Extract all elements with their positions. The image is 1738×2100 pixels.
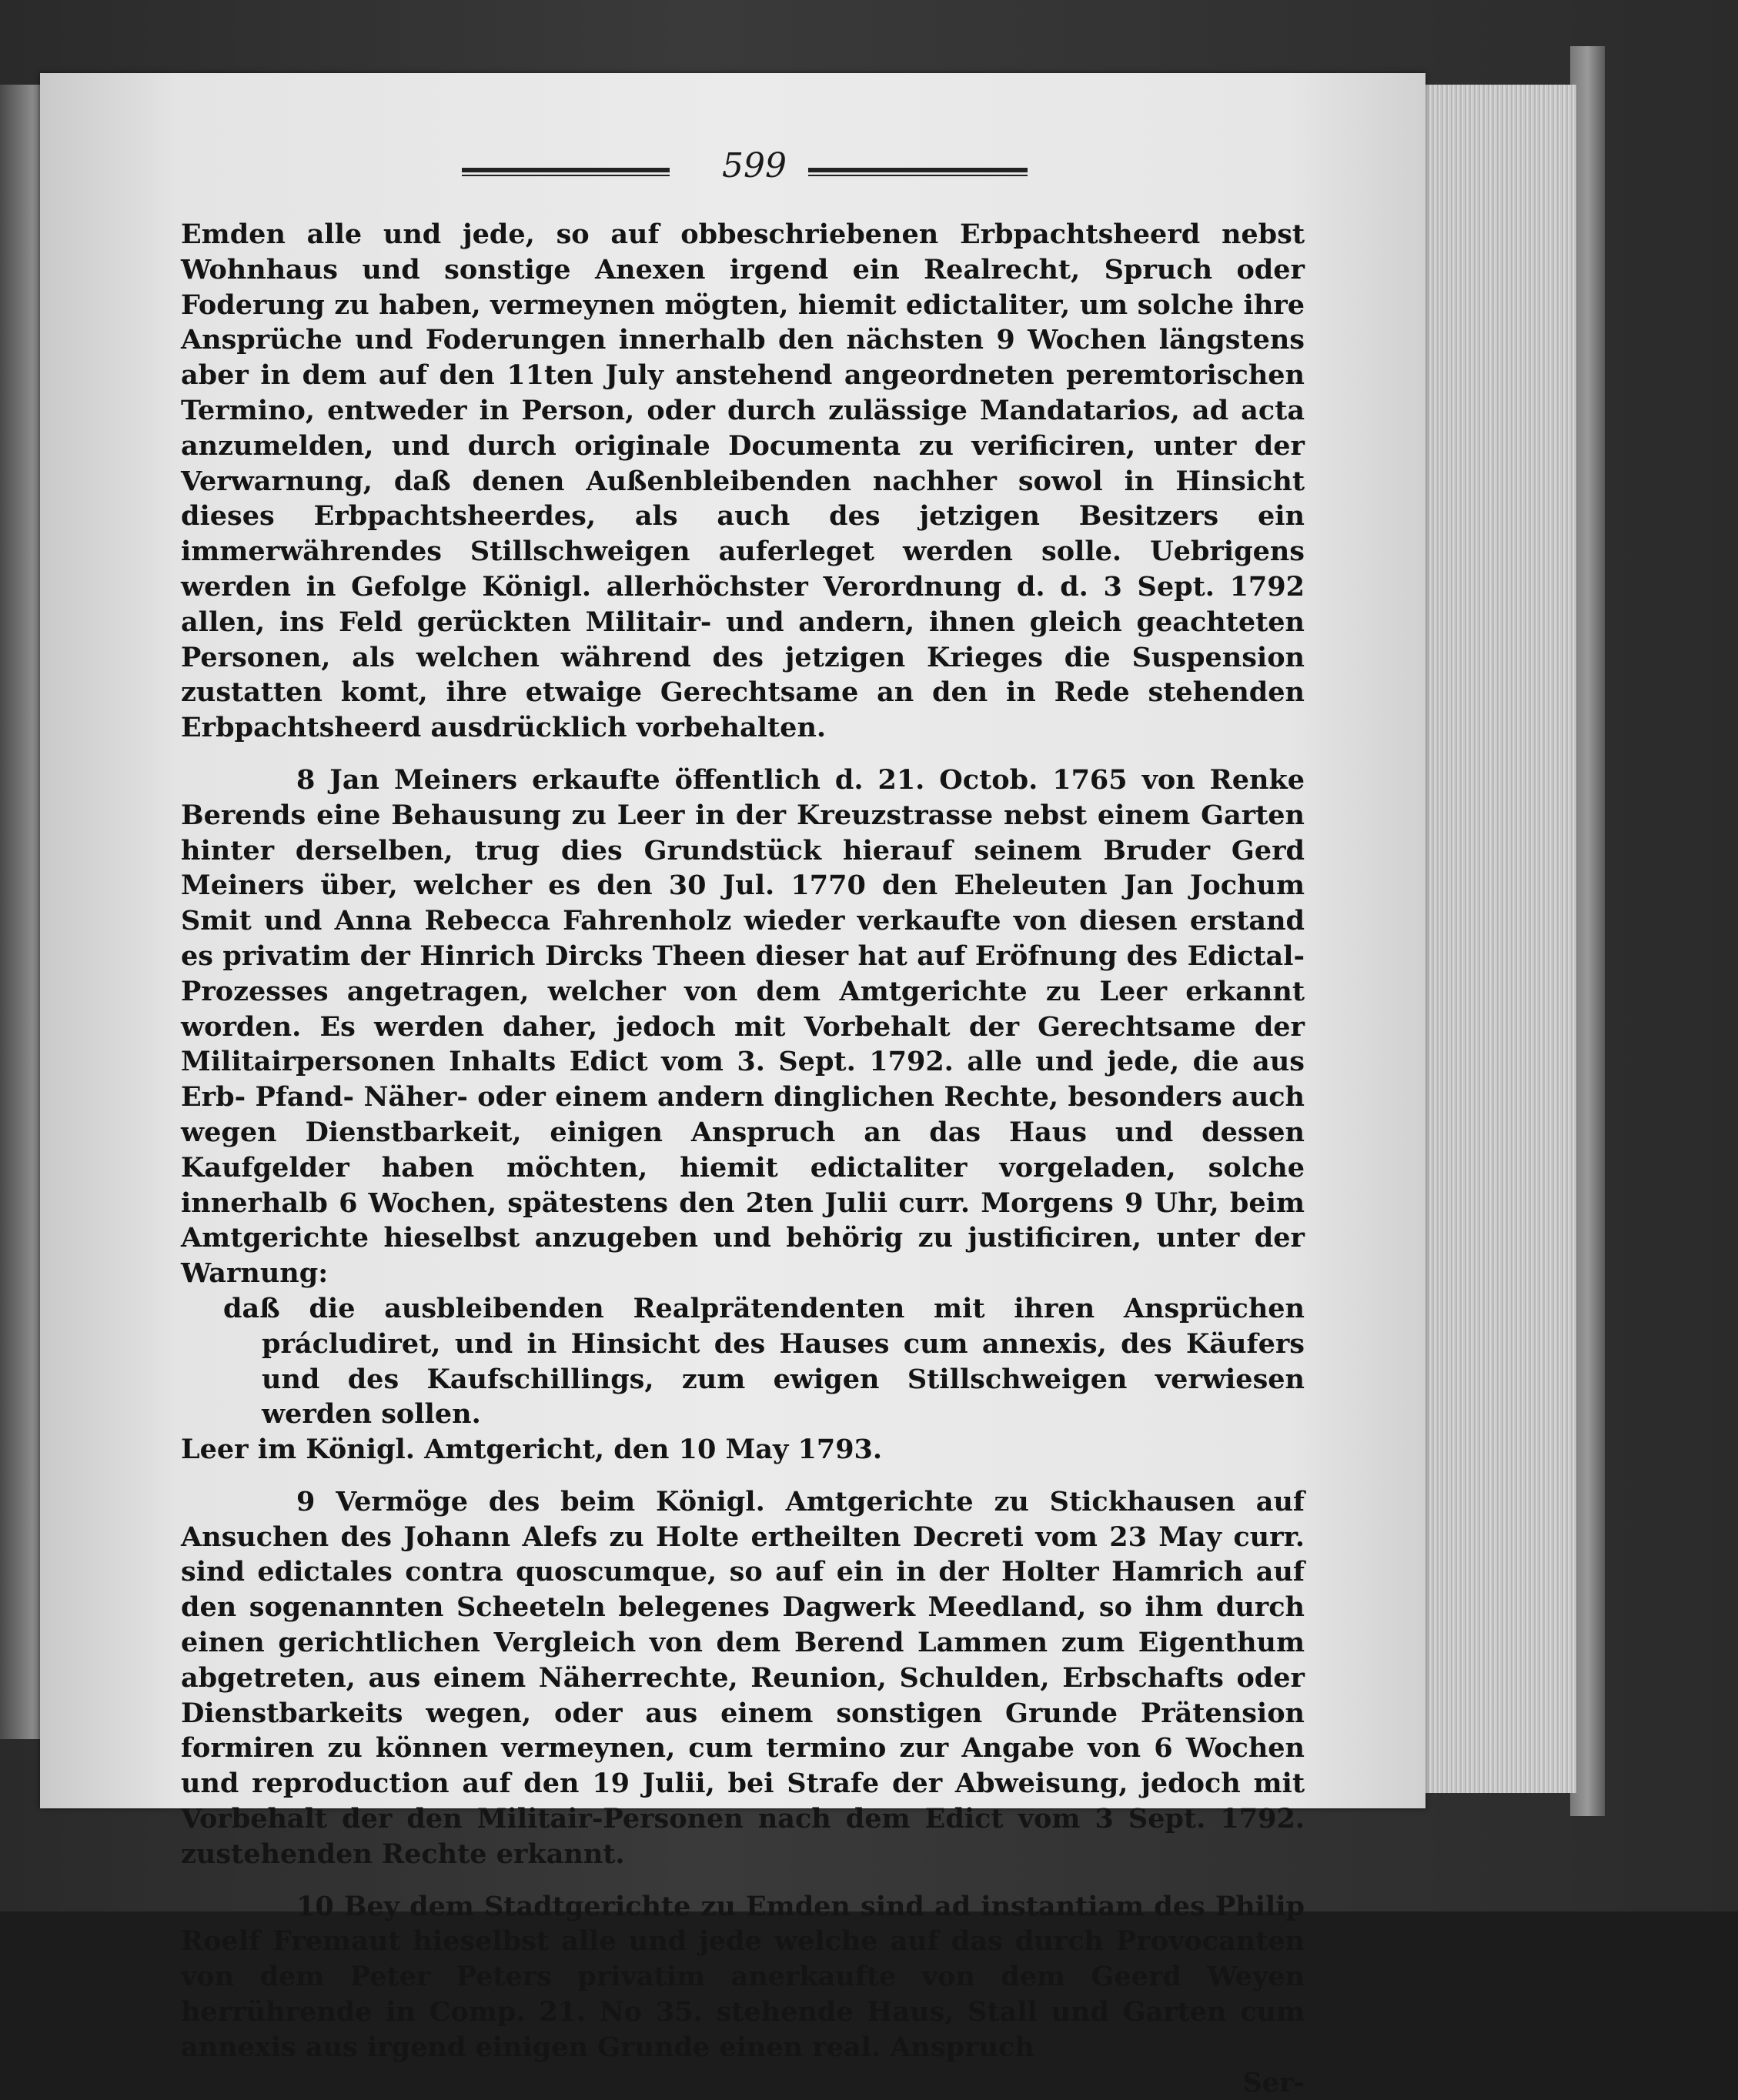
paragraph-8: 8 Jan Meiners erkaufte öffentlich d. 21. Octob. 1765 von Renke Berends eine Behausung zu Leer in der Kreuzstrasse nebst einem Garten hinter derselben, trug dies Grundstück hierauf seinem Bruder Gerd Meiners über, welcher es den 30 Jul. 1770 den Eheleuten Jan Jochum Smit und Anna Rebecca Fahrenholz wieder verkaufte von diesen erstand es privatim der Hinrich Dircks Theen dieser hat auf Eröfnung des Edictal-Prozesses angetragen, welcher von dem Amtgerichte zu Leer erkannt worden. Es werden daher, jedoch mit Vorbehalt der Gerechtsame der Militairpersonen Inhalts Edict vom 3. Sept. 1792. alle und jede, die aus Erb- Pfand- Näher- oder einem andern dinglichen Rechte, besonders auch wegen Dienstbarkeit, einigen Anspruch an das Haus und dessen Kaufgelder haben möchten, hiemit edictaliter vorgeladen, solche innerhalb 6 Wochen, spätestens den 2ten Julii curr. Morgens 9 Uhr, beim Amtgerichte hieselbst anzugeben und behörig zu justificiren, unter der Warnung: — [181, 763, 1305, 1290]
warning-clause: daß die ausbleibenden Realprätendenten mit ihren Ansprüchen prácludiret, und in Hinsicht des Hauses cum annexis, des Käufers und des Kaufschillings, zum ewigen Stillschweigen verwiesen werden sollen. — [223, 1292, 1305, 1431]
paragraph-9: 9 Vermöge des beim Königl. Amtgerichte zu Stickhausen auf Ansuchen des Johann Alefs zu Holte ertheilten Decreti vom 23 May curr. sind edictales contra quoscumque, so auf ein in der Holter Hamrich auf den sogenannten Scheeteln belegenes Dagwerk Meedland, so ihm durch einen gerichtlichen Vergleich von dem Berend Lammen zum Eigenthum abgetreten, aus einem Näherrechte, Reunion, Schulden, Erbschafts oder Dienstbarkeits wegen, oder aus einem sonstigen Grunde Prätension formiren zu können vermeynen, cum termino zur Angabe von 6 Wochen und reproduction auf den 19 Julii, bei Strafe der Abweisung, jedoch mit Vorbehalt der den Militair-Personen nach dem Edict vom 3 Sept. 1792. zustehenden Rechte erkannt. — [181, 1485, 1305, 1870]
left-page-edge — [0, 85, 46, 1739]
page-number: 599 — [722, 146, 787, 185]
paragraph-continued: Emden alle und jede, so auf obbeschriebenen Erbpachtsheerd nebst Wohnhaus und sonstige Anexen irgend ein Realrecht, Spruch oder Foderung zu haben, vermeynen mögten, hiemit edictaliter, um solche ihre Ansprüche und Foderungen innerhalb den nächsten 9 Wochen längstens aber in dem auf den 11ten July anstehend angeordneten peremtorischen Termino, entweder in Person, oder durch zulässige Mandatarios, ad acta anzumelden, und durch originale Documenta zu verificiren, unter der Verwarnung, daß denen Außenbleibenden nachher sowol in Hinsicht dieses Erbpachtsheerdes, als auch des jetzigen Besitzers ein immerwährendes Stillschweigen auferleget werden solle. Uebrigens werden in Gefolge Königl. allerhöchster Verordnung d. d. 3 Sept. 1792 allen, ins Feld gerückten Militair- und andern, ihnen gleich geachteten Personen, als welchen während des jetzigen Krieges die Suspension zustatten komt, ihre etwaige Gerechtsame an den in Rede stehenden Erbpachtsheerd ausdrücklich vorbehalten. — [181, 219, 1305, 744]
header-rule-right — [808, 168, 1028, 176]
page-header — [462, 146, 1031, 192]
header-rule-left — [462, 168, 670, 176]
page-stack-edges — [1422, 85, 1576, 1793]
dateline: Leer im Königl. Amtgericht, den 10 May 1793. — [181, 1434, 883, 1466]
catchword: Ser- — [1242, 2066, 1305, 2098]
paragraph-10: 10 Bey dem Stadtgerichte zu Emden sind ad instantiam des Philip Roelf Fremaut hieselbst alle und jede welche auf das durch Provocanten von dem Peter Peters privatim anerkaufte von dem Geerd Weyen herrührende in Comp. 21. No 35. stehende Haus, Stall und Garten cum annexis aus irgend einigen Grunde einen real. Anspruch — [181, 1890, 1305, 2063]
page-body — [181, 217, 1305, 2098]
